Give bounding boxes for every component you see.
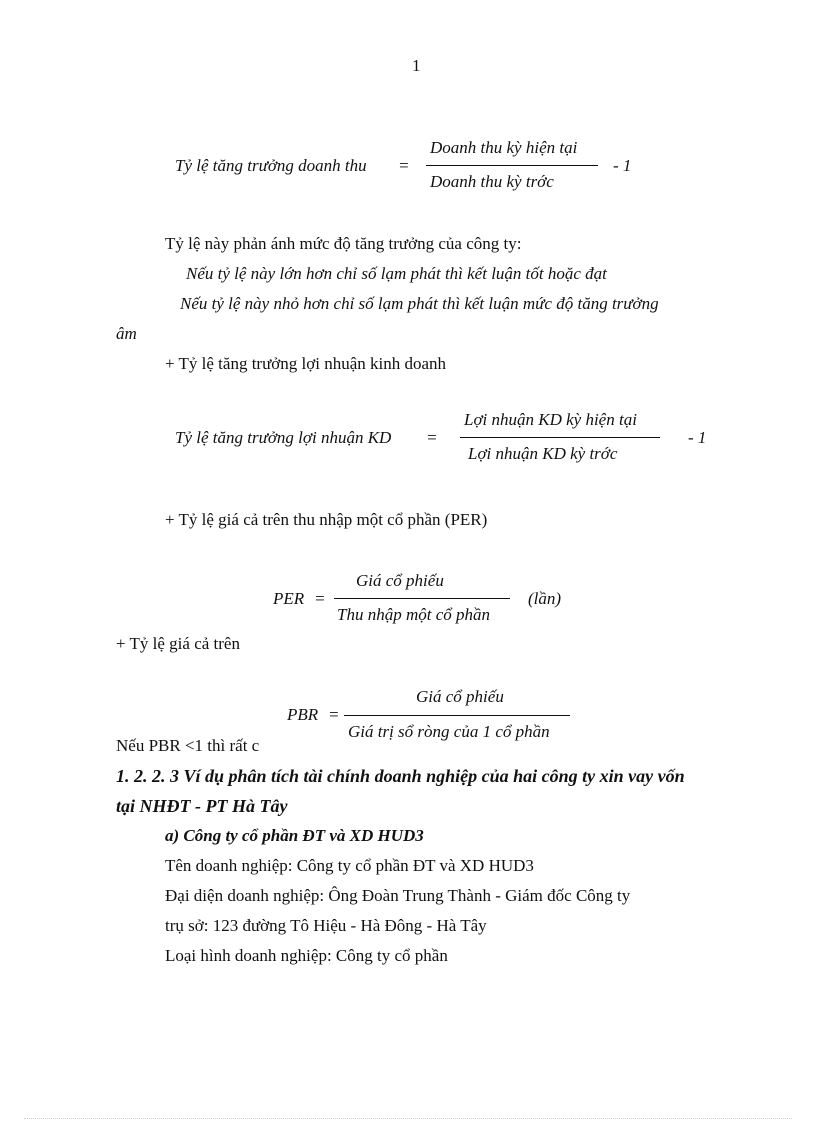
formula-label: PER bbox=[273, 589, 305, 608]
formula-label: PBR bbox=[287, 705, 319, 724]
revenue-condition-lower: Nếu tỷ lệ này nhỏ hơn chỉ số lạm phát thì kết luận mức độ tăng trưởng bbox=[180, 294, 659, 313]
formula-suffix: - 1 bbox=[688, 428, 707, 447]
revenue-condition-lower-continued: âm bbox=[116, 324, 137, 343]
formula-equals: = bbox=[328, 705, 340, 724]
formula-equals: = bbox=[426, 428, 438, 447]
page-number: 1 bbox=[412, 56, 421, 75]
footer-divider bbox=[24, 1118, 792, 1119]
fraction-line bbox=[426, 165, 598, 166]
pbr-heading: + Tỷ lệ giá cả trên bbox=[116, 634, 240, 653]
formula-numerator: Giá cổ phiếu bbox=[356, 571, 444, 590]
formula-suffix: - 1 bbox=[613, 156, 632, 175]
fraction-line bbox=[334, 598, 510, 599]
per-heading: + Tỷ lệ giá cả trên thu nhập một cổ phần (PER) bbox=[165, 510, 488, 529]
fraction-line bbox=[460, 437, 660, 438]
formula-equals: = bbox=[398, 156, 410, 175]
formula-denominator: Lợi nhuận KD kỳ trớc bbox=[468, 444, 618, 463]
formula-label: Tỷ lệ tăng trưởng lợi nhuận KD bbox=[175, 428, 392, 447]
revenue-condition-higher: Nếu tỷ lệ này lớn hơn chỉ số lạm phát thì kết luận tốt hoặc đạt bbox=[186, 264, 607, 283]
formula-denominator: Giá trị sổ ròng của 1 cổ phần bbox=[348, 722, 550, 741]
formula-label: Tỷ lệ tăng trưởng doanh thu bbox=[175, 156, 367, 175]
company-type-line: Loại hình doanh nghiệp: Công ty cổ phần bbox=[165, 946, 448, 965]
formula-equals: = bbox=[314, 589, 326, 608]
company-a-title: a) Công ty cổ phần ĐT và XD HUD3 bbox=[165, 826, 424, 845]
revenue-explanation-intro: Tỷ lệ này phản ánh mức độ tăng trưởng của công ty: bbox=[165, 234, 522, 253]
company-representative-line: Đại diện doanh nghiệp: Ông Đoàn Trung Thành - Giám đốc Công ty bbox=[165, 886, 631, 905]
formula-denominator: Thu nhập một cổ phần bbox=[337, 605, 490, 624]
formula-suffix: (lần) bbox=[528, 589, 562, 608]
formula-numerator: Lợi nhuận KD kỳ hiện tại bbox=[464, 410, 637, 429]
formula-numerator: Giá cổ phiếu bbox=[416, 687, 504, 706]
pbr-note: Nếu PBR <1 thì rất c bbox=[116, 736, 260, 755]
section-heading-line-2: tại NHĐT - PT Hà Tây bbox=[116, 796, 288, 816]
formula-numerator: Doanh thu kỳ hiện tại bbox=[430, 138, 578, 157]
fraction-line bbox=[344, 715, 570, 716]
company-address-line: trụ sở: 123 đường Tô Hiệu - Hà Đông - Hà Tây bbox=[165, 916, 487, 935]
formula-denominator: Doanh thu kỳ trớc bbox=[430, 172, 554, 191]
company-name-line: Tên doanh nghiệp: Công ty cổ phần ĐT và XD HUD3 bbox=[165, 856, 534, 875]
section-heading-line-1: 1. 2. 2. 3 Ví dụ phân tích tài chính doanh nghiệp của hai công ty xin vay vốn bbox=[116, 766, 685, 786]
profit-growth-heading: + Tỷ lệ tăng trưởng lợi nhuận kinh doanh bbox=[165, 354, 447, 373]
